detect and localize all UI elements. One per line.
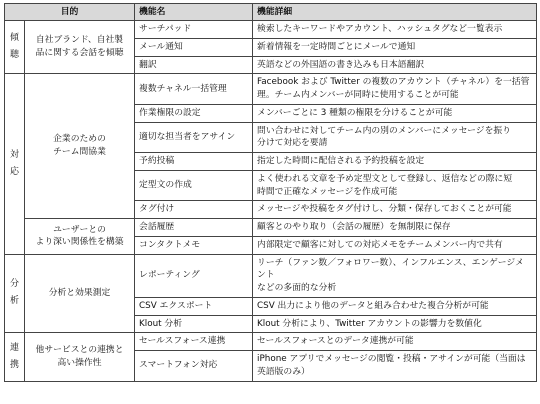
section-label-char: 携 [9,359,19,370]
feature-name: サーチパッド [135,21,253,39]
feature-detail-line: 問い合わせに対してチーム内の別のメンバーにメッセージを振り [257,125,511,136]
feature-detail-line: 顧客とのやり取り（会話の履歴）を無制限に保存 [257,222,451,232]
feature-detail-line: セールスフォースとのデータ連携が可能 [257,336,414,347]
feature-detail-line: 理。チーム内メンバーが同時に使用することが可能 [257,90,459,100]
feature-detail [253,56,537,74]
feature-detail-line: などの多面的な分析 [257,283,337,293]
feature-detail-line: よく使われる文章を予め定型文として登録し、返信などの際に短 [257,173,513,184]
feature-detail [253,21,537,39]
feature-detail-line: Klout 分析により、Twitter アカウントの影響力を数値化 [257,318,482,329]
feature-detail-line: 時間で正確なメッセージを作成可能 [257,186,398,197]
purpose-line: より深い関係性を構築 [35,237,124,248]
table-row [5,21,537,39]
table-row [5,254,537,297]
purpose-line: 自社ブランド、自社製 [35,35,124,46]
feature-name: メール通知 [135,38,253,56]
feature-detail [253,104,537,122]
purpose-line: 分析と効果測定 [48,288,111,298]
feature-detail [253,315,537,333]
feature-name: コンタクトメモ [135,236,253,254]
feature-table-wrapper [4,3,536,382]
feature-detail [253,38,537,56]
table-row [5,74,537,105]
feature-detail [253,170,537,201]
feature-detail [253,297,537,315]
purpose-cell [25,254,135,333]
header-purpose: 目的 [5,4,135,21]
feature-name: 会話履歴 [135,219,253,237]
purpose-cell [25,333,135,381]
section-label [5,74,25,254]
feature-detail [253,153,537,171]
table-row [5,219,537,237]
feature-detail-line: Facebook および Twitter の複数のアカウント（チャネル）を一括管 [257,77,530,88]
section-label [5,333,25,381]
feature-name: タグ付け [135,201,253,219]
section-label [5,21,25,74]
feature-name: 作業権限の設定 [135,104,253,122]
feature-name: 複数チャネル一括管理 [135,74,253,105]
feature-detail-line: CSV 出力により他のデータと組み合わせた複合分析が可能 [257,300,489,311]
purpose-line: 他サービスとの連携と [35,345,124,356]
feature-detail [253,201,537,219]
purpose-cell [25,21,135,74]
feature-name: CSV エクスポート [135,297,253,315]
header-detail: 機能詳細 [253,4,537,21]
feature-detail [253,333,537,351]
section-label [5,254,25,333]
header-feature: 機能名 [135,4,253,21]
section-label-char: 連 [9,342,19,353]
feature-name: レポーティング [135,254,253,297]
section-label-char: 聴 [9,50,19,61]
feature-detail-line: リーチ（ファン数／フォロワー数）、インフルエンス、エンゲージメント [257,257,524,281]
section-label-char: 析 [9,296,19,307]
feature-name: 適切な担当者をアサイン [135,122,253,153]
feature-detail [253,351,537,382]
feature-name: 定型文の作成 [135,170,253,201]
feature-detail [253,74,537,105]
feature-table [4,3,537,382]
feature-detail-line: iPhone アプリでメッセージの閲覧・投稿・アサインが可能（当面は [257,354,526,364]
feature-detail-line: 検索したキーワードやアカウント、ハッシュタグなど一覧表示 [257,24,503,34]
feature-detail-line: 内部限定で顧客に対しての対応メモをチームメンバー内で共有 [257,239,503,250]
purpose-cell [25,219,135,255]
feature-detail-line: メッセージや投稿をタグ付けし、分類・保存しておくことが可能 [257,204,512,215]
section-label-char: 傾 [9,33,19,44]
section-label-char: 応 [9,166,19,177]
feature-name: 予約投稿 [135,153,253,171]
feature-detail-line: 英語版のみ） [257,366,310,377]
feature-name: 翻訳 [135,56,253,74]
header-row [5,4,537,21]
section-label-char: 分 [9,279,19,290]
purpose-cell [25,74,135,219]
feature-detail-line: 英語などの外国語の書き込みも日本語翻訳 [257,59,425,70]
feature-detail-line: 指定した時間に配信される予約投稿を設定 [257,156,425,166]
purpose-line: 企業のための [53,134,106,145]
feature-detail-line: 新着情報を一定時間ごとにメールで通知 [257,41,416,52]
feature-detail [253,236,537,254]
feature-name: スマートフォン対応 [135,351,253,382]
purpose-line: ユーザーとの [53,224,106,235]
feature-detail-line: 分けて対応を要請 [257,138,328,149]
feature-name: Klout 分析 [135,315,253,333]
feature-detail [253,254,537,297]
feature-detail [253,219,537,237]
table-body [5,21,537,382]
purpose-line: 品に関する会話を傾聴 [35,48,124,59]
feature-name: セールスフォース連携 [135,333,253,351]
feature-detail [253,122,537,153]
section-label-char: 対 [9,149,19,160]
purpose-line: チーム間協業 [53,147,106,158]
feature-detail-line: メンバーごとに 3 種類の権限を分けることが可能 [257,107,453,118]
purpose-line: 高い操作性 [57,357,102,368]
table-row [5,333,537,351]
